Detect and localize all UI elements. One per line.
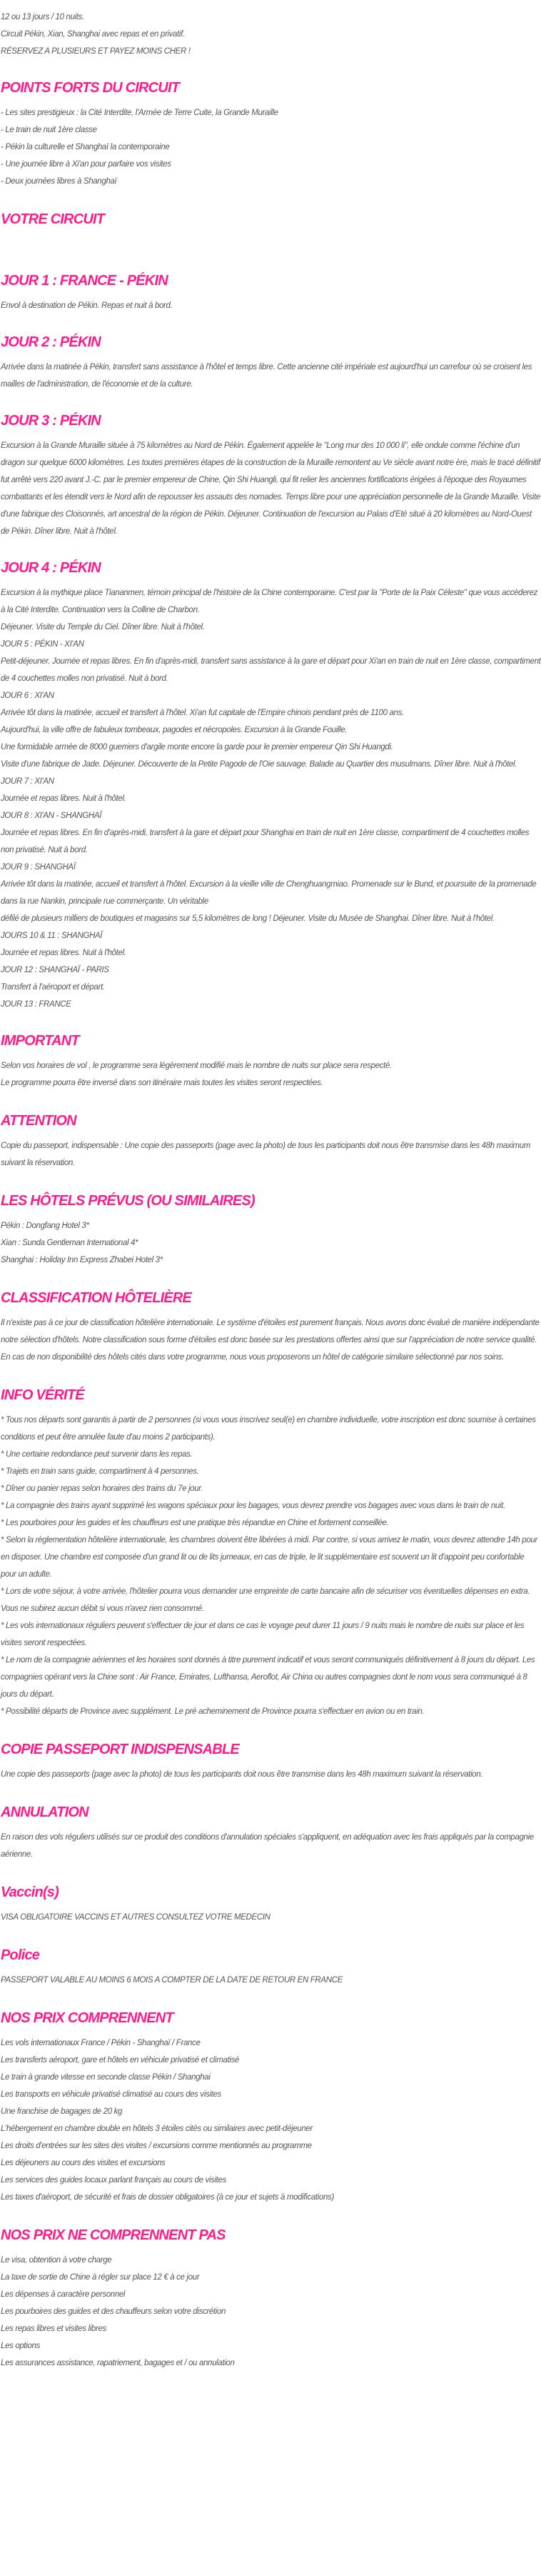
day-text: Une formidable armée de 8000 guerriers d'argile monte encore la garde pour le premier empereur Qin Shi Huangdi. bbox=[1, 743, 393, 752]
included-item: Les taxes d'aéroport, de sécurité et frais de dossier obligatoires (à ce jour et sujets à modifications) bbox=[1, 2193, 334, 2202]
highlight-item: - Le train de nuit 1ère classe bbox=[1, 126, 97, 134]
passport-title: COPIE PASSEPORT INDISPENSABLE bbox=[1, 1742, 239, 1757]
day-text: Aujourd'hui, la ville offre de fabuleux tombeaux, pagodes et nécropoles. Excursion à la Grande Fouille. bbox=[1, 726, 348, 734]
circuit-title: VOTRE CIRCUIT bbox=[1, 211, 105, 227]
excluded-item: Les dépenses à caractère personnel bbox=[1, 2290, 126, 2299]
included-item: Une franchise de bagages de 20 kg bbox=[1, 2107, 123, 2116]
day-text: Visite d'une fabrique de Jade. Déjeuner. Découverte de la Petite Pagode de l'Oie sauvage. Balade au Quartier des musulmans. Dîner libre. Nuit à l'hôtel. bbox=[1, 760, 517, 769]
duration-text: 12 ou 13 jours / 10 nuits. bbox=[1, 13, 84, 21]
day-text: Arrivée tôt dans la matinée, accueil et transfert à l'hôtel. Xi'an fut capitale de l'Empire chinois pendant près de 1100 ans. bbox=[1, 709, 404, 717]
day-title: JOUR 3 : PÉKIN bbox=[1, 413, 101, 429]
excluded-item: La taxe de sortie de Chine à régler sur place 12 € à ce jour bbox=[1, 2273, 200, 2282]
highlight-item: - Les sites prestigieux : la Cité Interdite, l'Armée de Terre Cuite, la Grande Muraille bbox=[1, 109, 278, 117]
subday-title: JOUR 6 : XI'AN bbox=[1, 692, 54, 700]
subday-title: JOUR 7 : XI'AN bbox=[1, 777, 54, 786]
subday-title: JOUR 13 : FRANCE bbox=[1, 1000, 71, 1009]
cancellation-title: ANNULATION bbox=[1, 1804, 89, 1820]
info-item: * Possibilité départs de Province avec supplément. Le pré acheminement de Province pourra s'effectuer en avion ou en train. bbox=[1, 1707, 425, 1716]
subday-title: JOUR 9 : SHANGHAÏ bbox=[1, 863, 76, 872]
day-text: Journée et repas libres. Nuit à l'hôtel. bbox=[1, 949, 126, 957]
included-item: Le train à grande vitesse en seconde classe Pékin / Shanghai bbox=[1, 2073, 211, 2082]
info-item: * Trajets en train sans guide, compartiment à 4 personnes. bbox=[1, 1467, 199, 1476]
subday-title: JOUR 12 : SHANGHAÏ - PARIS bbox=[1, 966, 109, 974]
included-item: Les vols internationaux France / Pékin - Shanghaï / France bbox=[1, 2039, 201, 2047]
day-text: défilé de plusieurs milliers de boutiques et magasins sur 5,5 kilomètres de long ! Déjeuner. Visite du Musée de Shanghai. Dîner libre. Nuit à l'hôtel. bbox=[1, 914, 495, 923]
day-3 bbox=[1, 411, 541, 540]
day-text: Petit-déjeuner. Journée et repas libres. En fin d'après-midi, transfert sans assistance à la gare et départ pour Xi'an en train de nuit en 1ère classe, compartiment de 4 couchettes molles non privatisé. Nuit à bord. bbox=[1, 657, 541, 683]
day-title: JOUR 4 : PÉKIN bbox=[1, 560, 101, 576]
classification-title: CLASSIFICATION HÔTELIÈRE bbox=[1, 1290, 192, 1306]
included-item: Les services des guides locaux parlant français au cours de visites bbox=[1, 2176, 226, 2185]
info-item: * La compagnie des trains ayant supprimé les wagons spéciaux pour les bagages, vous devrez prendre vos bagages avec vous dans le train de nuit. bbox=[1, 1502, 505, 1510]
important-text: Le programme pourra être inversé dans son itinéraire mais toutes les visites seront respectées. bbox=[1, 1079, 323, 1087]
day-title: JOUR 2 : PÉKIN bbox=[1, 334, 101, 350]
day-text: Excursion à la Grande Muraille située à 75 kilomètres au Nord de Pékin. Également appelée le "Long mur des 10 000 li", elle ondule comme l'échine d'un dragon sur quelque 6000 kilomètres. Les toutes premières étapes de la construction de la Muraille remontent au Ve siècle avant notre ère, mais le tracé définitif fut arrêté vers 220 avant J.-C. par le premier empereur de Chine, Qin Shi Huangli, qui fit relier les anciennes fortifications érigées à l'époque des Royaumes combattants et les étendit vers le Nord afin de repousser les assauts des nomades. Temps libre pour une appréciation personnelle de la Grande Muraille. Visite d'une fabrique des Cloisonnés, art ancestral de la région de Pékin. Déjeuner. Continuation de l'excursion au Palais d'Eté situé à 20 kilomètres au Nord-Ouest de Pékin. Dîner libre. Nuit à l'hôtel. bbox=[1, 441, 540, 536]
highlights-section bbox=[1, 79, 541, 190]
vaccines-title: Vaccin(s) bbox=[1, 1884, 59, 1900]
day-title: JOUR 1 : FRANCE - PÉKIN bbox=[1, 273, 168, 289]
info-item: * Selon la règlementation hôtelière internationale, les chambres doivent être libérées à midi. Par contre, si vous arrivez le matin, vous devrez attendre 14h pour en disposer. Une chambre est composée d'un grand lit ou de lits jumeaux, en cas de triple, le lit supplémentaire est souvent un lit d'appoint peu confortable pour un adulte. bbox=[1, 1536, 537, 1579]
day-text: Arrivée tôt dans la matinée, accueil et transfert à l'hôtel. Excursion à la vieille ville de Chenghuangmiao. Promenade sur le Bund, et poursuite de la promenade dans la rue Nankin, principale rue commerçante. Un véritable bbox=[1, 880, 537, 906]
included-item: L'hébergement en chambre double en hôtels 3 étoiles cités ou similaires avec petit-déjeuner bbox=[1, 2125, 313, 2133]
info-item: * Les pourboires pour les guides et les chauffeurs est une pratique très répandue en Chine et fortement conseillée. bbox=[1, 1519, 389, 1527]
excluded-item: Les assurances assistance, rapatriement, bagages et / ou annulation bbox=[1, 2359, 235, 2367]
subday-title: JOURS 10 & 11 : SHANGHAÏ bbox=[1, 932, 103, 940]
police-text: PASSEPORT VALABLE AU MOINS 6 MOIS A COMPTER DE LA DATE DE RETOUR EN FRANCE bbox=[1, 1976, 343, 1985]
subday-title: JOUR 5 : PÉKIN - XI'AN bbox=[1, 640, 84, 649]
info-item: * Lors de votre séjour, à votre arrivée, l'hôtelier pourra vous demander une empreinte de carte bancaire afin de sécuriser vos éventuelles dépenses en extra. Vous ne subirez aucun débit si vous n'avez rien consommé. bbox=[1, 1587, 530, 1613]
excluded-title: NOS PRIX NE COMPRENNENT PAS bbox=[1, 2227, 226, 2243]
subday-title: JOUR 8 : XI'AN - SHANGHAÏ bbox=[1, 812, 102, 820]
police-title: Police bbox=[1, 1947, 40, 1963]
day-4 bbox=[1, 559, 541, 1013]
excluded-item: Les options bbox=[1, 2342, 40, 2350]
hotel-item: Xian : Sunda Gentleman International 4* bbox=[1, 1239, 138, 1247]
day-text: Déjeuner. Visite du Temple du Ciel. Dîner libre. Nuit à l'hôtel. bbox=[1, 623, 205, 631]
classification-text: Il n'existe pas à ce jour de classification hôtelière internationale. Le système d'étoiles est purement français. Nous avons donc évalué de manière indépendante notre sélection d'hôtels. Notre classification sous forme d'étoiles est donc basée sur les prestations offertes ainsi que sur l'appréciation de notre service qualité. En cas de non disponibilité des hôtels cités dans votre programme, nous vous proposerons un hôtel de catégorie similaire sélectionné par nos soins. bbox=[1, 1319, 540, 1362]
day-text: Journée et repas libres. Nuit à l'hôtel. bbox=[1, 794, 126, 803]
day-2 bbox=[1, 333, 541, 393]
passport-section bbox=[1, 1740, 541, 1783]
included-title: NOS PRIX COMPRENNENT bbox=[1, 2010, 173, 2026]
day-text: Transfert à l'aéroport et départ. bbox=[1, 983, 105, 992]
police-section bbox=[1, 1946, 541, 1989]
hotel-item: Shanghai : Holiday Inn Express Zhabei Hotel 3* bbox=[1, 1256, 163, 1264]
cancellation-text: En raison des vols réguliers utilisés sur ce produit des conditions d'annulation spéciales s'appliquent, en adéquation avec les frais appliqués par la compagnie aérienne. bbox=[1, 1833, 534, 1859]
excluded-item: Les repas libres et visites libres bbox=[1, 2325, 106, 2333]
attention-text: Copie du passeport, indispensable : Une copie des passeports (page avec la photo) de tous les participants doit nous être transmise dans les 48h maximum suivant la réservation. bbox=[1, 1142, 531, 1167]
cancellation-section bbox=[1, 1803, 541, 1863]
day-text: Envol à destination de Pékin. Repas et nuit à bord. bbox=[1, 301, 173, 310]
info-item: * Le nom de la compagnie aériennes et les horaires sont donnés à titre purement indicatif et vous seront communiqués définitivement à 8 jours du départ. Les compagnies opérant vers la Chine sont : Air France, Emirates, Lufthansa, Aeroflot, Air China ou autres compagnies dont le nom vous sera communiqué à 8 jours du départ. bbox=[1, 1656, 535, 1699]
info-section bbox=[1, 1386, 541, 1720]
highlight-item: - Deux journées libres à Shanghaï bbox=[1, 177, 117, 186]
classification-section bbox=[1, 1289, 541, 1366]
info-item: * Tous nos départs sont garantis à partir de 2 personnes (si vous vous inscrivez seul(e) en chambre individuelle, votre inscription est donc soumise à certaines conditions et peut être annulée faute d'au moins 2 participants). bbox=[1, 1416, 536, 1442]
info-item: * Une certaine redondance peut survenir dans les repas. bbox=[1, 1450, 193, 1459]
important-title: IMPORTANT bbox=[1, 1033, 79, 1049]
important-section bbox=[1, 1032, 541, 1092]
intro bbox=[1, 9, 541, 60]
highlights-title: POINTS FORTS DU CIRCUIT bbox=[1, 80, 180, 96]
day-text: Arrivée dans la matinée à Pékin, transfert sans assistance à l'hôtel et temps libre. Cette ancienne cité impériale est aujourd'hui un carrefour où se croisent les mailles de l'administration, de l'économie et de la culture. bbox=[1, 363, 532, 389]
hotels-section bbox=[1, 1192, 541, 1269]
attention-section bbox=[1, 1112, 541, 1172]
info-item: * Dîner ou panier repas selon horaires des trains du 7e jour. bbox=[1, 1484, 203, 1493]
day-1 bbox=[1, 271, 541, 314]
excluded-item: Le visa, obtention à votre charge bbox=[1, 2256, 112, 2265]
hotel-item: Pékin : Dongfang Hotel 3* bbox=[1, 1222, 89, 1230]
excluded-section bbox=[1, 2226, 541, 2372]
booking-promo: RÉSERVEZ A PLUSIEURS ET PAYEZ MOINS CHER ! bbox=[1, 47, 191, 56]
excluded-item: Les pourboires des guides et des chauffeurs selon votre discrétion bbox=[1, 2307, 226, 2316]
included-item: Les transports en véhicule privatisé climatisé au cours des visites bbox=[1, 2090, 221, 2099]
circuit-summary: Circuit Pékin, Xian, Shanghai avec repas et en privatif. bbox=[1, 30, 185, 39]
included-item: Les droits d'entrées sur les sites des visites / excursions comme mentionnés au programme bbox=[1, 2142, 312, 2150]
vaccines-section bbox=[1, 1883, 541, 1926]
info-title: INFO VÉRITÉ bbox=[1, 1387, 84, 1403]
hotels-title: LES HÔTELS PRÉVUS (OU SIMILAIRES) bbox=[1, 1193, 255, 1209]
info-item: * Les vols internationaux réguliers peuvent s'effectuer de jour et dans ce cas le voyage peut durer 11 jours / 9 nuits mais le nombre de nuits sur place et les visites seront respectées. bbox=[1, 1622, 525, 1647]
included-item: Les transferts aéroport, gare et hôtels en véhicule privatisé et climatisé bbox=[1, 2056, 239, 2065]
highlight-item: - Une journée libre à Xi'an pour parfaire vos visites bbox=[1, 160, 171, 169]
day-text: Journée et repas libres. En fin d'après-midi, transfert à la gare et départ pour Shanghai en train de nuit en 1ère classe, compartiment de 4 couchettes molles non privatisé. Nuit à bord. bbox=[1, 829, 530, 854]
day-text: Excursion à la mythique place Tiananmen, témoin principal de l'histoire de la Chine contemporaine. C'est par la "Porte de la Paix Céleste" que vous accèderez à la Cité Interdite. Continuation vers la Colline de Charbon. bbox=[1, 589, 538, 614]
vaccines-text: VISA OBLIGATOIRE VACCINS ET AUTRES CONSULTEZ VOTRE MEDECIN bbox=[1, 1913, 270, 1922]
included-item: Les déjeuners au cours des visites et excursions bbox=[1, 2159, 166, 2167]
circuit-section bbox=[1, 210, 541, 229]
attention-title: ATTENTION bbox=[1, 1113, 76, 1129]
included-section bbox=[1, 2009, 541, 2206]
highlight-item: - Pékin la culturelle et Shanghaï la contemporaine bbox=[1, 143, 170, 151]
important-text: Selon vos horaires de vol , le programme sera légèrement modifié mais le nombre de nuits sur place sera respecté. bbox=[1, 1062, 392, 1070]
passport-text: Une copie des passeports (page avec la photo) de tous les participants doit nous être transmise dans les 48h maximum suivant la réservation. bbox=[1, 1770, 483, 1779]
